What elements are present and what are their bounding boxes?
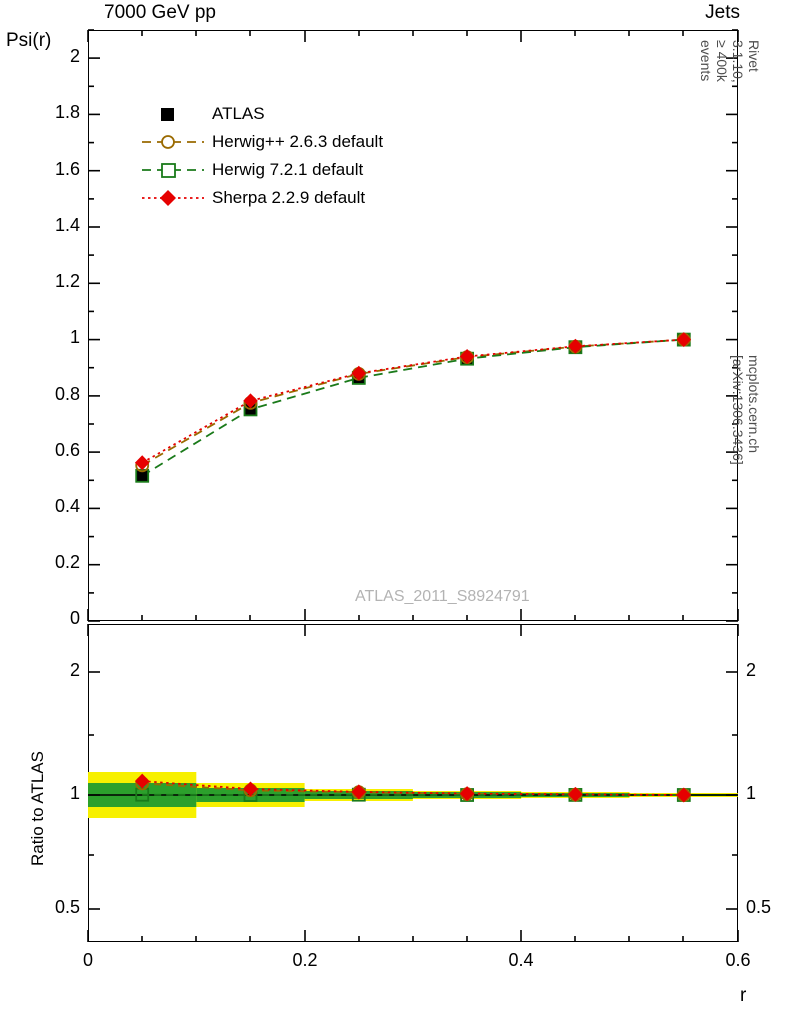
x-axis-title: r bbox=[740, 985, 747, 1006]
main-y-axis-title: Psi(r) bbox=[6, 30, 52, 51]
main-ytick-1.4: 1.4 bbox=[54, 215, 80, 235]
main-ytick-0: 0 bbox=[69, 608, 80, 628]
ratio-ytick-0.5-right: 0.5 bbox=[746, 897, 772, 917]
main-ytick-1.8: 1.8 bbox=[54, 102, 80, 122]
legend-label-herwigpp: Herwig++ 2.6.3 default bbox=[212, 132, 384, 151]
main-ytick-1.6: 1.6 bbox=[54, 159, 80, 179]
header-left-label: 7000 GeV pp bbox=[104, 2, 216, 23]
main-ytick-1: 1 bbox=[69, 327, 80, 347]
ratio-y-axis-title: Ratio to ATLAS bbox=[28, 751, 47, 866]
main-ytick-0.6: 0.6 bbox=[54, 440, 80, 460]
main-ytick-2: 2 bbox=[69, 46, 80, 66]
xtick-0.6: 0.6 bbox=[725, 950, 751, 970]
rivet-version-label: Rivet 3.1.10, ≥ 400k events bbox=[698, 40, 762, 83]
main-ytick-0.8: 0.8 bbox=[54, 384, 80, 404]
ratio-ytick-2-left: 2 bbox=[69, 660, 80, 680]
xtick-0: 0 bbox=[82, 950, 93, 970]
main-ytick-1.2: 1.2 bbox=[54, 271, 80, 291]
dataset-watermark: ATLAS_2011_S8924791 bbox=[355, 588, 530, 605]
header-right-label: Jets bbox=[705, 2, 740, 23]
main-ytick-0.4: 0.4 bbox=[54, 496, 80, 516]
main-ytick-0.2: 0.2 bbox=[54, 552, 80, 572]
ratio-ytick-1-left: 1 bbox=[69, 783, 80, 803]
ratio-ytick-1-right: 1 bbox=[746, 783, 757, 803]
ratio-ytick-0.5-left: 0.5 bbox=[54, 897, 80, 917]
xtick-0.4: 0.4 bbox=[508, 950, 534, 970]
legend-label-atlas: ATLAS bbox=[212, 104, 265, 123]
mcplots-arxiv-label: mcplots.cern.ch [arXiv:1306.3436] bbox=[730, 355, 762, 465]
legend-label-sherpa: Sherpa 2.2.9 default bbox=[212, 188, 366, 207]
xtick-0.2: 0.2 bbox=[292, 950, 318, 970]
ratio-ytick-2-right: 2 bbox=[746, 660, 757, 680]
legend-label-herwig7: Herwig 7.2.1 default bbox=[212, 160, 364, 179]
